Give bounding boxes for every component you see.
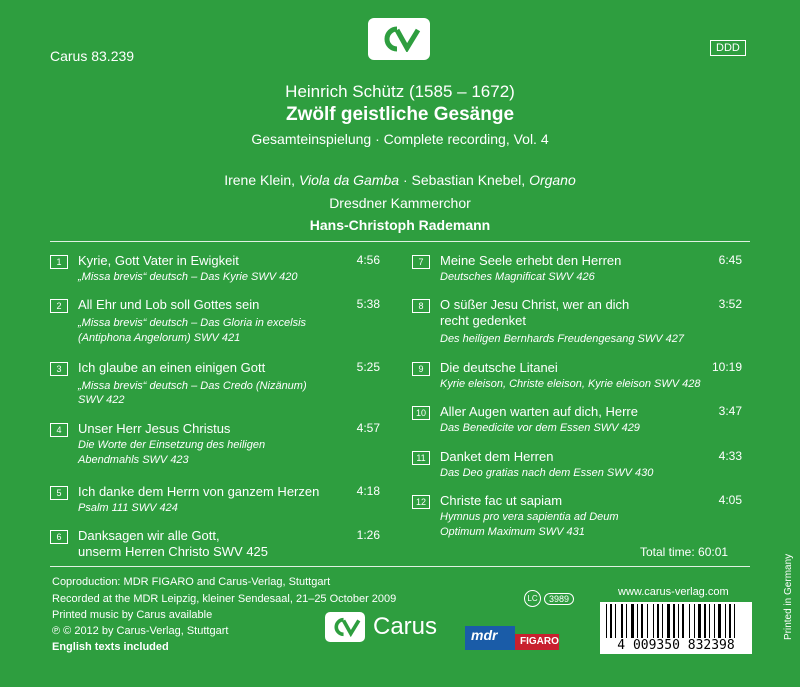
track-duration: 3:47 (718, 404, 742, 418)
barcode-bar (647, 604, 648, 638)
track-number: 4 (50, 423, 68, 437)
track-duration: 10:19 (711, 360, 742, 374)
track-title: Christe fac ut sapiam (440, 493, 563, 508)
credit-line: English texts included (52, 641, 169, 653)
barcode-bar (641, 604, 643, 638)
credit-line: Coproduction: MDR FIGARO and Carus-Verlag, Stuttgart (52, 576, 331, 588)
track-7 (412, 253, 742, 289)
track-subtitle-2: Abendmahls SWV 423 (78, 454, 189, 466)
track-number: 3 (50, 362, 68, 376)
format-badge: DDD (710, 40, 746, 56)
track-subtitle: Kyrie eleison, Christe eleison, Kyrie eleison SWV 428 (440, 378, 701, 390)
barcode-bar (631, 604, 634, 638)
track-subtitle-2: SWV 422 (78, 394, 125, 406)
barcode (600, 602, 752, 654)
track-number: 10 (412, 406, 430, 420)
barcode-bars (600, 604, 752, 638)
track-title: Ich danke dem Herrn von ganzem Herzen (78, 484, 320, 499)
track-duration: 6:45 (718, 253, 742, 267)
barcode-bar (694, 604, 695, 638)
mdr-text: mdr (471, 627, 498, 643)
track-subtitle: Das Deo gratias nach dem Essen SWV 430 (440, 467, 654, 479)
track-duration: 5:25 (356, 360, 380, 374)
track-subtitle: Deutsches Magnificat SWV 426 (440, 271, 595, 283)
track-title: All Ehr und Lob soll Gottes sein (78, 297, 260, 312)
album-title: Zwölf geistliche Gesänge (285, 104, 515, 125)
track-number: 6 (50, 530, 68, 544)
catalog-number: Carus 83.239 (50, 48, 135, 64)
barcode-bar (689, 604, 690, 638)
track-subtitle: Das Benedicite vor dem Essen SWV 429 (440, 422, 640, 434)
track-title: Aller Augen warten auf dich, Herre (440, 404, 638, 419)
barcode-bar (678, 604, 679, 638)
track-duration: 3:52 (718, 297, 742, 311)
figaro-text: FIGARO (520, 636, 559, 647)
track-number: 12 (412, 495, 430, 509)
credit-line: Printed music by Carus available (52, 609, 213, 621)
track-title-2: recht gedenket (440, 313, 527, 328)
printed-in: Printed in Germany (783, 553, 794, 640)
website: www.carus-verlag.com (618, 586, 729, 598)
separator: · (402, 172, 408, 188)
barcode-bar (704, 604, 706, 638)
track-11 (412, 449, 742, 485)
track-duration: 5:38 (356, 297, 380, 311)
track-subtitle: Psalm 111 SWV 424 (78, 502, 178, 514)
barcode-bar (734, 604, 735, 638)
composer: Heinrich Schütz (1585 – 1672) (285, 82, 515, 101)
track-subtitle: Hymnus pro vera sapientia ad Deum (440, 511, 619, 523)
barcode-bar (667, 604, 670, 638)
carus-brand (325, 612, 437, 642)
track-title: Danket dem Herren (440, 449, 554, 464)
barcode-bar (714, 604, 715, 638)
track-title: Die deutsche Litanei (440, 360, 558, 375)
divider-bottom (50, 566, 750, 567)
barcode-bar (725, 604, 726, 638)
track-title: Ich glaube an einen einigen Gott (78, 360, 266, 375)
track-3 (50, 360, 380, 410)
track-duration: 4:18 (356, 484, 380, 498)
lc-number: 3989 (544, 593, 574, 605)
track-2 (50, 297, 380, 347)
barcode-bar (673, 604, 675, 638)
track-4 (50, 421, 380, 471)
performer-2: Sebastian Knebel, (411, 172, 526, 188)
track-title: Meine Seele erhebt den Herren (440, 253, 622, 268)
barcode-bar (626, 604, 627, 638)
carus-logo-icon (325, 612, 365, 642)
track-duration: 4:57 (356, 421, 380, 435)
barcode-bar (709, 604, 710, 638)
lc-icon: LC (524, 590, 541, 607)
track-title: Kyrie, Gott Vater in Ewigkeit (78, 253, 239, 268)
performer-2-instrument: Organo (529, 172, 576, 188)
barcode-number: 4 009350 832398 (617, 638, 735, 653)
track-subtitle-2: (Antiphona Angelorum) SWV 421 (78, 332, 241, 344)
performer-1: Irene Klein, (224, 172, 296, 188)
track-subtitle: „Missa brevis“ deutsch – Das Kyrie SWV 420 (78, 271, 298, 283)
track-8 (412, 297, 742, 347)
barcode-bar (621, 604, 623, 638)
track-number: 9 (412, 362, 430, 376)
track-6 (50, 528, 380, 564)
barcode-bar (662, 604, 663, 638)
track-subtitle: Des heiligen Bernhards Freudengesang SWV 427 (440, 333, 684, 345)
performers (0, 172, 800, 188)
track-subtitle: „Missa brevis“ deutsch – Das Gloria in excelsis (78, 317, 307, 329)
credit-line: ℗ © 2012 by Carus-Verlag, Stuttgart (52, 625, 229, 637)
track-number: 7 (412, 255, 430, 269)
track-1 (50, 253, 380, 293)
track-duration: 4:33 (718, 449, 742, 463)
mdr-figaro-logo (465, 624, 561, 654)
carus-wordmark: Carus (373, 613, 438, 640)
track-9 (412, 360, 742, 396)
track-duration: 1:26 (356, 528, 380, 542)
total-time: Total time: 60:01 (640, 545, 729, 559)
album-subtitle: Gesamteinspielung · Complete recording, Vol. 4 (251, 131, 549, 147)
barcode-bar (610, 604, 612, 638)
barcode-bar (637, 604, 638, 638)
track-number: 2 (50, 299, 68, 313)
conductor: Hans-Christoph Rademann (309, 217, 491, 233)
track-number: 11 (412, 451, 430, 465)
divider-top (50, 241, 750, 242)
performer-1-instrument: Viola da Gamba (298, 172, 400, 188)
carus-logo-mark (368, 18, 430, 60)
track-number: 5 (50, 486, 68, 500)
track-number: 8 (412, 299, 430, 313)
track-subtitle-2: Optimum Maximum SWV 431 (440, 526, 585, 538)
barcode-bar (718, 604, 721, 638)
track-12 (412, 493, 742, 543)
barcode-bar (657, 604, 659, 638)
barcode-bar (682, 604, 684, 638)
track-subtitle: „Missa brevis“ deutsch – Das Credo (Nizänum) (78, 380, 307, 392)
track-title: Unser Herr Jesus Christus (78, 421, 231, 436)
track-title-2: unserm Herren Christo SWV 425 (78, 544, 269, 559)
label-code (524, 590, 574, 607)
barcode-bar (729, 604, 731, 638)
track-number: 1 (50, 255, 68, 269)
barcode-bar (653, 604, 654, 638)
track-5 (50, 484, 380, 520)
track-duration: 4:05 (718, 493, 742, 507)
track-subtitle: Die Worte der Einsetzung des heiligen (78, 439, 266, 451)
track-10 (412, 404, 742, 440)
choir: Dresdner Kammerchor (329, 195, 471, 211)
barcode-bar (698, 604, 701, 638)
barcode-bar (606, 604, 607, 638)
track-duration: 4:56 (356, 253, 380, 267)
track-title: O süßer Jesu Christ, wer an dich (440, 297, 630, 312)
track-title: Danksagen wir alle Gott, (78, 528, 220, 543)
credit-line: Recorded at the MDR Leipzig, kleiner Sendesaal, 21–25 October 2009 (52, 593, 397, 605)
barcode-bar (615, 604, 616, 638)
